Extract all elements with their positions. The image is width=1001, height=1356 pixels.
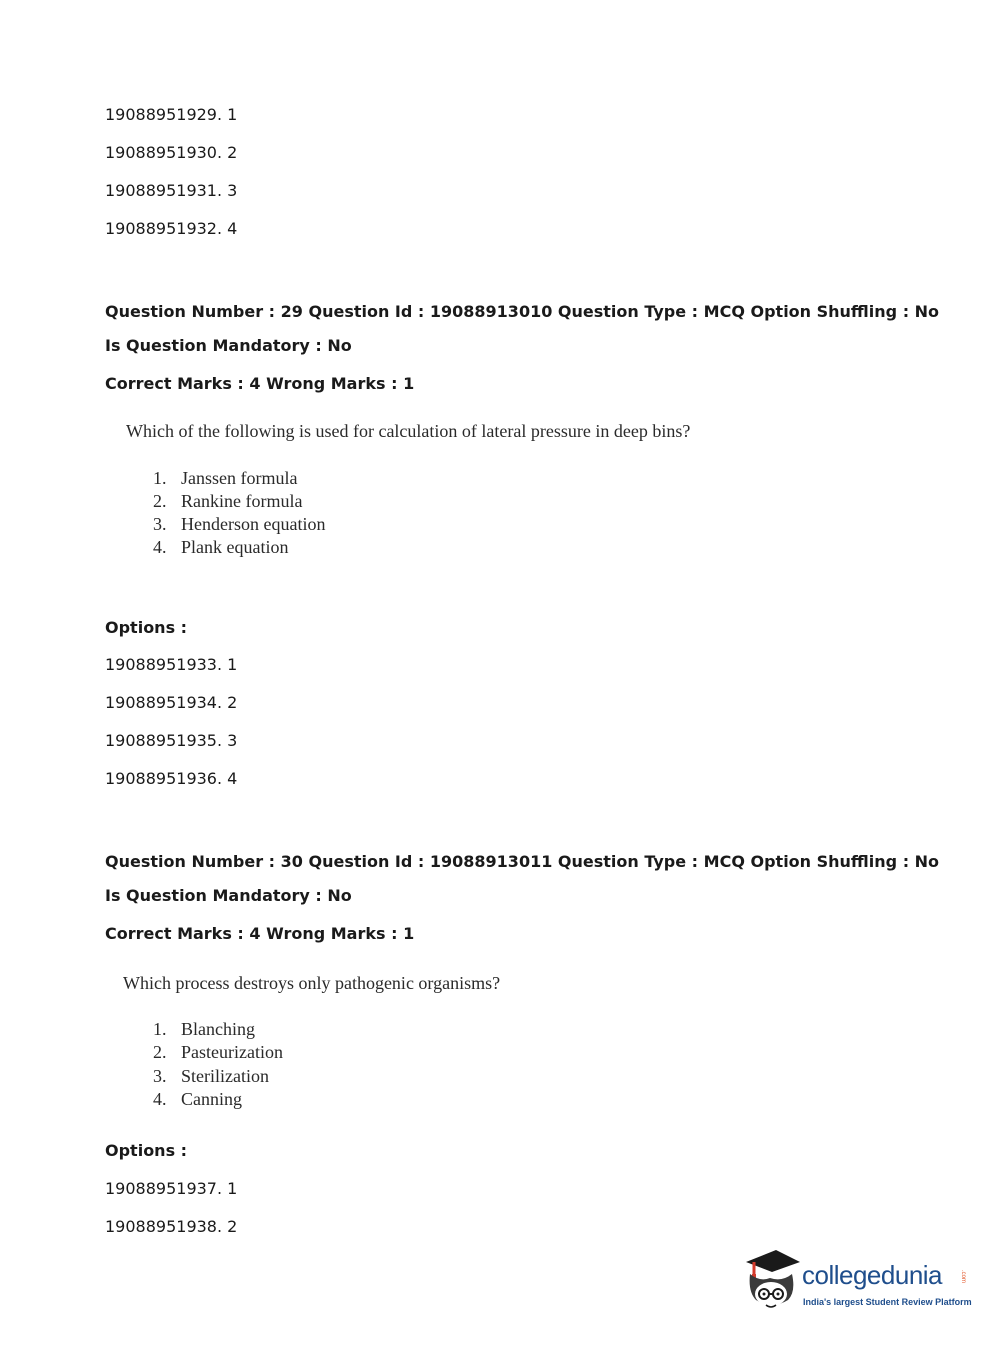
question-mandatory: Is Question Mandatory : No bbox=[105, 336, 352, 355]
question-mandatory: Is Question Mandatory : No bbox=[105, 886, 352, 905]
choice-number: 1. bbox=[153, 1019, 167, 1039]
option-line: 19088951937. 1 bbox=[105, 1179, 238, 1198]
question-header: Question Number : 29 Question Id : 19088913010 Question Type : MCQ Option Shuffling : No bbox=[105, 302, 940, 321]
question-choice bbox=[153, 1019, 255, 1040]
option-line: 19088951929. 1 bbox=[105, 105, 238, 124]
choice-text: Plank equation bbox=[181, 537, 289, 557]
question-text: Which of the following is used for calculation of lateral pressure in deep bins? bbox=[126, 421, 691, 441]
question-choice bbox=[153, 1089, 242, 1110]
question-text: Which process destroys only pathogenic organisms? bbox=[123, 973, 501, 993]
question-marks: Correct Marks : 4 Wrong Marks : 1 bbox=[105, 374, 415, 393]
choice-number: 3. bbox=[153, 1066, 167, 1086]
question-choice bbox=[153, 1066, 269, 1087]
option-line: 19088951930. 2 bbox=[105, 143, 238, 162]
choice-number: 4. bbox=[153, 1089, 167, 1109]
choice-text: Henderson equation bbox=[181, 514, 326, 534]
choice-text: Sterilization bbox=[181, 1066, 269, 1086]
question-choice bbox=[153, 537, 288, 558]
choice-text: Janssen formula bbox=[181, 468, 298, 488]
option-line: 19088951933. 1 bbox=[105, 655, 238, 674]
option-line: 19088951938. 2 bbox=[105, 1217, 238, 1236]
choice-number: 3. bbox=[153, 514, 167, 534]
choice-number: 2. bbox=[153, 491, 167, 511]
choice-text: Blanching bbox=[181, 1019, 255, 1039]
choice-text: Pasteurization bbox=[181, 1042, 283, 1062]
choice-number: 4. bbox=[153, 537, 167, 557]
choice-number: 1. bbox=[153, 468, 167, 488]
option-line: 19088951934. 2 bbox=[105, 693, 238, 712]
question-header: Question Number : 30 Question Id : 19088913011 Question Type : MCQ Option Shuffling : No bbox=[105, 852, 940, 871]
collegedunia-logo bbox=[742, 1248, 972, 1318]
logo-tagline: India's largest Student Review Platform bbox=[803, 1297, 972, 1307]
question-choice bbox=[153, 468, 297, 489]
choice-text: Rankine formula bbox=[181, 491, 303, 511]
question-choice bbox=[153, 1042, 283, 1063]
question-choice bbox=[153, 514, 325, 535]
logo-wordmark: collegedunia bbox=[802, 1260, 943, 1290]
options-label: Options : bbox=[105, 1141, 188, 1160]
choice-number: 2. bbox=[153, 1042, 167, 1062]
option-line: 19088951936. 4 bbox=[105, 769, 238, 788]
option-line: 19088951931. 3 bbox=[105, 181, 238, 200]
choice-text: Canning bbox=[181, 1089, 242, 1109]
option-line: 19088951932. 4 bbox=[105, 219, 238, 238]
mascot-icon bbox=[742, 1248, 802, 1318]
option-line: 19088951935. 3 bbox=[105, 731, 238, 750]
question-marks: Correct Marks : 4 Wrong Marks : 1 bbox=[105, 924, 415, 943]
logo-com: .com bbox=[960, 1270, 966, 1284]
options-label: Options : bbox=[105, 618, 188, 637]
question-choice bbox=[153, 491, 302, 512]
